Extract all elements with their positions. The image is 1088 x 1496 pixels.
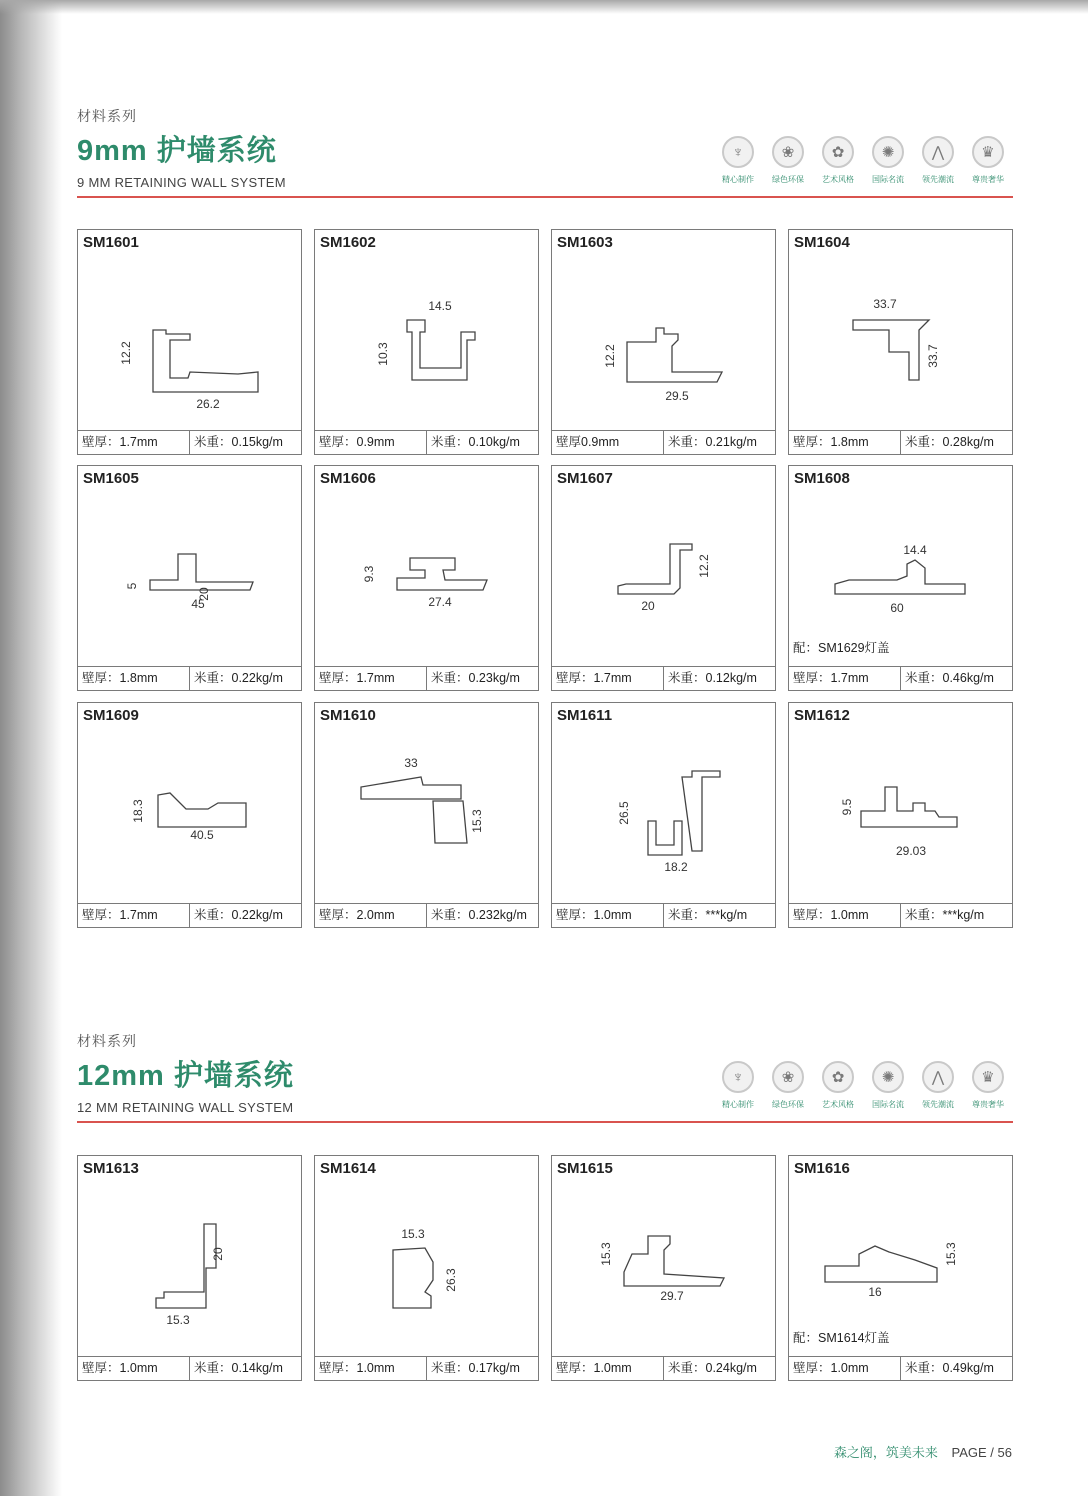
feature-icon-item <box>813 1061 863 1110</box>
section-title: 12mm 护墙系统 <box>77 1060 294 1092</box>
arrow-icon: ⋀ <box>922 1061 954 1093</box>
product-code: SM1605 <box>83 470 139 487</box>
lotus-icon: ✿ <box>822 1061 854 1093</box>
profile-drawing <box>315 731 537 895</box>
profile-drawing <box>552 258 774 422</box>
feature-icon-item <box>813 136 863 185</box>
section-divider <box>77 1121 1013 1123</box>
dimension-label: 15.3 <box>166 1313 190 1327</box>
product-code: SM1610 <box>320 707 376 724</box>
spec-row <box>78 430 301 454</box>
dimension-label: 14.4 <box>903 543 927 557</box>
feature-icon-label: 绿色环保 <box>772 175 804 184</box>
profile-outline <box>150 554 253 590</box>
leaf-icon: ❀ <box>772 1061 804 1093</box>
dimension-label: 29.5 <box>665 389 689 403</box>
dimension-label: 33.7 <box>873 297 897 311</box>
crown-icon: ♛ <box>972 1061 1004 1093</box>
page-top-shadow <box>0 0 1088 14</box>
weight-per-meter: 米重：0.10kg/m <box>426 431 538 454</box>
trophy-icon: ♆ <box>722 1061 754 1093</box>
spec-row <box>78 903 301 927</box>
spec-row <box>552 903 775 927</box>
product-code: SM1609 <box>83 707 139 724</box>
profile-outline <box>618 544 692 594</box>
weight-per-meter: 米重：0.14kg/m <box>189 1357 301 1380</box>
globe-icon: ✺ <box>872 136 904 168</box>
trophy-icon: ♆ <box>722 136 754 168</box>
spec-row <box>552 1356 775 1380</box>
weight-per-meter: 米重：0.15kg/m <box>189 431 301 454</box>
product-code: SM1616 <box>794 1160 850 1177</box>
profile-outline <box>627 328 722 382</box>
dimension-label: 9.3 <box>362 565 376 583</box>
wall-thickness: 壁厚：1.0mm <box>556 908 632 922</box>
feature-icon-label: 艺术风格 <box>822 175 854 184</box>
dimension-label: 10.3 <box>376 342 390 366</box>
arrow-icon: ⋀ <box>922 136 954 168</box>
dimension-label: 26.3 <box>444 1268 458 1292</box>
dimension-label: 5 <box>125 582 139 590</box>
profile-outline <box>648 771 720 855</box>
profile-outline <box>153 330 258 392</box>
product-card <box>788 702 1013 928</box>
weight-per-meter: 米重：0.23kg/m <box>426 667 538 690</box>
dimension-label: 29.7 <box>660 1289 684 1303</box>
crown-icon: ♛ <box>972 136 1004 168</box>
footer-slogan: 森之阁，筑美未来 <box>833 1445 938 1460</box>
dimension-label: 15.3 <box>944 1242 958 1266</box>
wall-thickness: 壁厚：1.0mm <box>82 1361 158 1375</box>
product-card <box>314 465 539 691</box>
dimension-label: 27.4 <box>428 595 452 609</box>
weight-per-meter: 米重：***kg/m <box>900 904 1012 927</box>
product-card <box>551 702 776 928</box>
dimension-label: 33 <box>404 756 418 770</box>
globe-icon: ✺ <box>872 1061 904 1093</box>
profile-drawing <box>789 494 1011 658</box>
feature-icon-item <box>913 1061 963 1110</box>
profile-drawing <box>315 258 537 422</box>
feature-icon-item <box>763 136 813 185</box>
feature-icon-label: 精心制作 <box>722 1100 754 1109</box>
dimension-label: 12.2 <box>119 341 133 365</box>
feature-icon-item <box>963 1061 1013 1110</box>
wall-thickness: 壁厚：1.8mm <box>82 671 158 685</box>
profile-drawing <box>78 494 300 658</box>
feature-icon-item <box>863 136 913 185</box>
profile-drawing <box>789 258 1011 422</box>
dimension-label: 26.2 <box>196 397 220 411</box>
dimension-label: 20 <box>211 1247 225 1261</box>
wall-thickness: 壁厚：1.0mm <box>556 1361 632 1375</box>
feature-icon-label: 绿色环保 <box>772 1100 804 1109</box>
accessory-note: 配：SM1614灯盖 <box>793 1331 890 1345</box>
profile-outline <box>861 787 957 827</box>
wall-thickness: 壁厚：1.7mm <box>82 435 158 449</box>
product-card <box>551 465 776 691</box>
product-code: SM1611 <box>557 707 613 724</box>
product-card <box>77 702 302 928</box>
dimension-label: 26.5 <box>617 801 631 825</box>
weight-per-meter: 米重：0.22kg/m <box>189 904 301 927</box>
feature-icon-label: 精心制作 <box>722 175 754 184</box>
profile-drawing <box>78 1184 300 1348</box>
product-code: SM1613 <box>83 1160 139 1177</box>
profile-drawing <box>552 1184 774 1348</box>
section-category: 材料系列 <box>77 108 137 124</box>
section-category: 材料系列 <box>77 1033 137 1049</box>
profile-outline <box>835 560 965 594</box>
profile-outline <box>361 777 467 843</box>
profile-drawing <box>78 731 300 895</box>
feature-icon-label: 领先潮流 <box>922 175 954 184</box>
profile-outline <box>624 1236 724 1286</box>
product-card <box>788 465 1013 691</box>
product-card <box>788 1155 1013 1381</box>
weight-per-meter: 米重：0.21kg/m <box>663 431 775 454</box>
dimension-label: 20 <box>641 599 655 613</box>
wall-thickness: 壁厚：1.7mm <box>556 671 632 685</box>
spec-row <box>789 1356 1012 1380</box>
profile-drawing <box>315 1184 537 1348</box>
section-9mm-header <box>77 106 1013 190</box>
profile-drawing <box>78 258 300 422</box>
dimension-label: 12.2 <box>697 554 711 578</box>
wall-thickness: 壁厚：1.0mm <box>793 908 869 922</box>
spec-row <box>789 666 1012 690</box>
product-code: SM1608 <box>794 470 850 487</box>
dimension-label: 18.3 <box>131 799 145 823</box>
feature-icon-label: 艺术风格 <box>822 1100 854 1109</box>
feature-icon-item <box>863 1061 913 1110</box>
product-card <box>77 1155 302 1381</box>
weight-per-meter: 米重：0.17kg/m <box>426 1357 538 1380</box>
page-number: PAGE / 56 <box>951 1445 1012 1460</box>
dimension-label: 29.03 <box>895 844 927 858</box>
product-card <box>788 229 1013 455</box>
feature-icon-item <box>963 136 1013 185</box>
weight-per-meter: 米重：0.49kg/m <box>900 1357 1012 1380</box>
profile-outline <box>407 320 475 380</box>
weight-per-meter: 米重：0.24kg/m <box>663 1357 775 1380</box>
feature-icon-label: 尊贵奢华 <box>972 1100 1004 1109</box>
wall-thickness: 壁厚：0.9mm <box>319 435 395 449</box>
wall-thickness: 壁厚：1.7mm <box>793 671 869 685</box>
weight-per-meter: 米重：0.12kg/m <box>663 667 775 690</box>
section-subtitle: 9 MM RETAINING WALL SYSTEM <box>77 175 286 190</box>
profile-outline <box>393 1248 433 1308</box>
section-12mm-header <box>77 1031 1013 1115</box>
spec-row <box>789 430 1012 454</box>
leaf-icon: ❀ <box>772 136 804 168</box>
dimension-label: 12.2 <box>603 344 617 368</box>
product-code: SM1603 <box>557 234 613 251</box>
feature-icon-item <box>913 136 963 185</box>
product-code: SM1604 <box>794 234 850 251</box>
accessory-note: 配：SM1629灯盖 <box>793 641 890 655</box>
product-code: SM1612 <box>794 707 850 724</box>
dimension-label: 18.2 <box>664 860 688 874</box>
profile-outline <box>156 1224 216 1308</box>
wall-thickness: 壁厚：1.7mm <box>82 908 158 922</box>
product-code: SM1607 <box>557 470 613 487</box>
dimension-label: 33.7 <box>926 344 940 368</box>
book-spine-shadow <box>0 0 62 1496</box>
weight-per-meter: 米重：0.232kg/m <box>426 904 538 927</box>
feature-icons <box>713 136 1013 185</box>
feature-icons <box>713 1061 1013 1110</box>
profile-drawing <box>552 731 774 895</box>
dimension-label: 20 <box>197 587 211 601</box>
dimension-label: 14.5 <box>428 299 452 313</box>
wall-thickness: 壁厚：1.0mm <box>793 1361 869 1375</box>
spec-row <box>78 666 301 690</box>
feature-icon-label: 领先潮流 <box>922 1100 954 1109</box>
feature-icon-item <box>713 1061 763 1110</box>
wall-thickness: 壁厚：1.8mm <box>793 435 869 449</box>
profile-outline <box>397 558 487 590</box>
feature-icon-item <box>763 1061 813 1110</box>
lotus-icon: ✿ <box>822 136 854 168</box>
product-code: SM1614 <box>320 1160 376 1177</box>
profile-outline <box>853 320 929 380</box>
feature-icon-label: 尊贵奢华 <box>972 175 1004 184</box>
profile-drawing <box>789 1184 1011 1348</box>
profile-drawing <box>789 731 1011 895</box>
weight-per-meter: 米重：0.22kg/m <box>189 667 301 690</box>
feature-icon-label: 国际名流 <box>872 1100 904 1109</box>
product-card <box>314 702 539 928</box>
product-code: SM1615 <box>557 1160 613 1177</box>
spec-row <box>315 903 538 927</box>
product-code: SM1602 <box>320 234 376 251</box>
feature-icon-item <box>713 136 763 185</box>
page-footer <box>834 1442 1012 1461</box>
dimension-label: 45 <box>191 597 205 611</box>
spec-row <box>315 430 538 454</box>
spec-row <box>552 430 775 454</box>
product-code: SM1601 <box>83 234 139 251</box>
section-title: 9mm 护墙系统 <box>77 135 277 167</box>
spec-row <box>315 666 538 690</box>
profile-drawing <box>315 494 537 658</box>
weight-per-meter: 米重：0.46kg/m <box>900 667 1012 690</box>
dimension-label: 16 <box>868 1285 882 1299</box>
feature-icon-label: 国际名流 <box>872 175 904 184</box>
dimension-label: 15.3 <box>401 1227 425 1241</box>
product-card <box>551 229 776 455</box>
wall-thickness: 壁厚：1.7mm <box>319 671 395 685</box>
weight-per-meter: 米重：***kg/m <box>663 904 775 927</box>
section-subtitle: 12 MM RETAINING WALL SYSTEM <box>77 1100 294 1115</box>
dimension-label: 40.5 <box>190 828 214 842</box>
wall-thickness: 壁厚：1.0mm <box>319 1361 395 1375</box>
spec-row <box>552 666 775 690</box>
wall-thickness: 壁厚：2.0mm <box>319 908 395 922</box>
dimension-label: 60 <box>890 601 904 615</box>
dimension-label: 9.5 <box>840 798 854 816</box>
dimension-label: 15.3 <box>470 809 484 833</box>
product-card <box>77 229 302 455</box>
spec-row <box>78 1356 301 1380</box>
product-card <box>314 1155 539 1381</box>
dimension-label: 15.3 <box>599 1242 613 1266</box>
profile-outline <box>825 1246 937 1282</box>
product-card <box>77 465 302 691</box>
profile-outline <box>158 793 246 827</box>
profile-drawing <box>552 494 774 658</box>
spec-row <box>315 1356 538 1380</box>
weight-per-meter: 米重：0.28kg/m <box>900 431 1012 454</box>
product-card <box>551 1155 776 1381</box>
product-card <box>314 229 539 455</box>
wall-thickness: 壁厚0.9mm <box>556 435 620 449</box>
product-code: SM1606 <box>320 470 376 487</box>
section-divider <box>77 196 1013 198</box>
spec-row <box>789 903 1012 927</box>
